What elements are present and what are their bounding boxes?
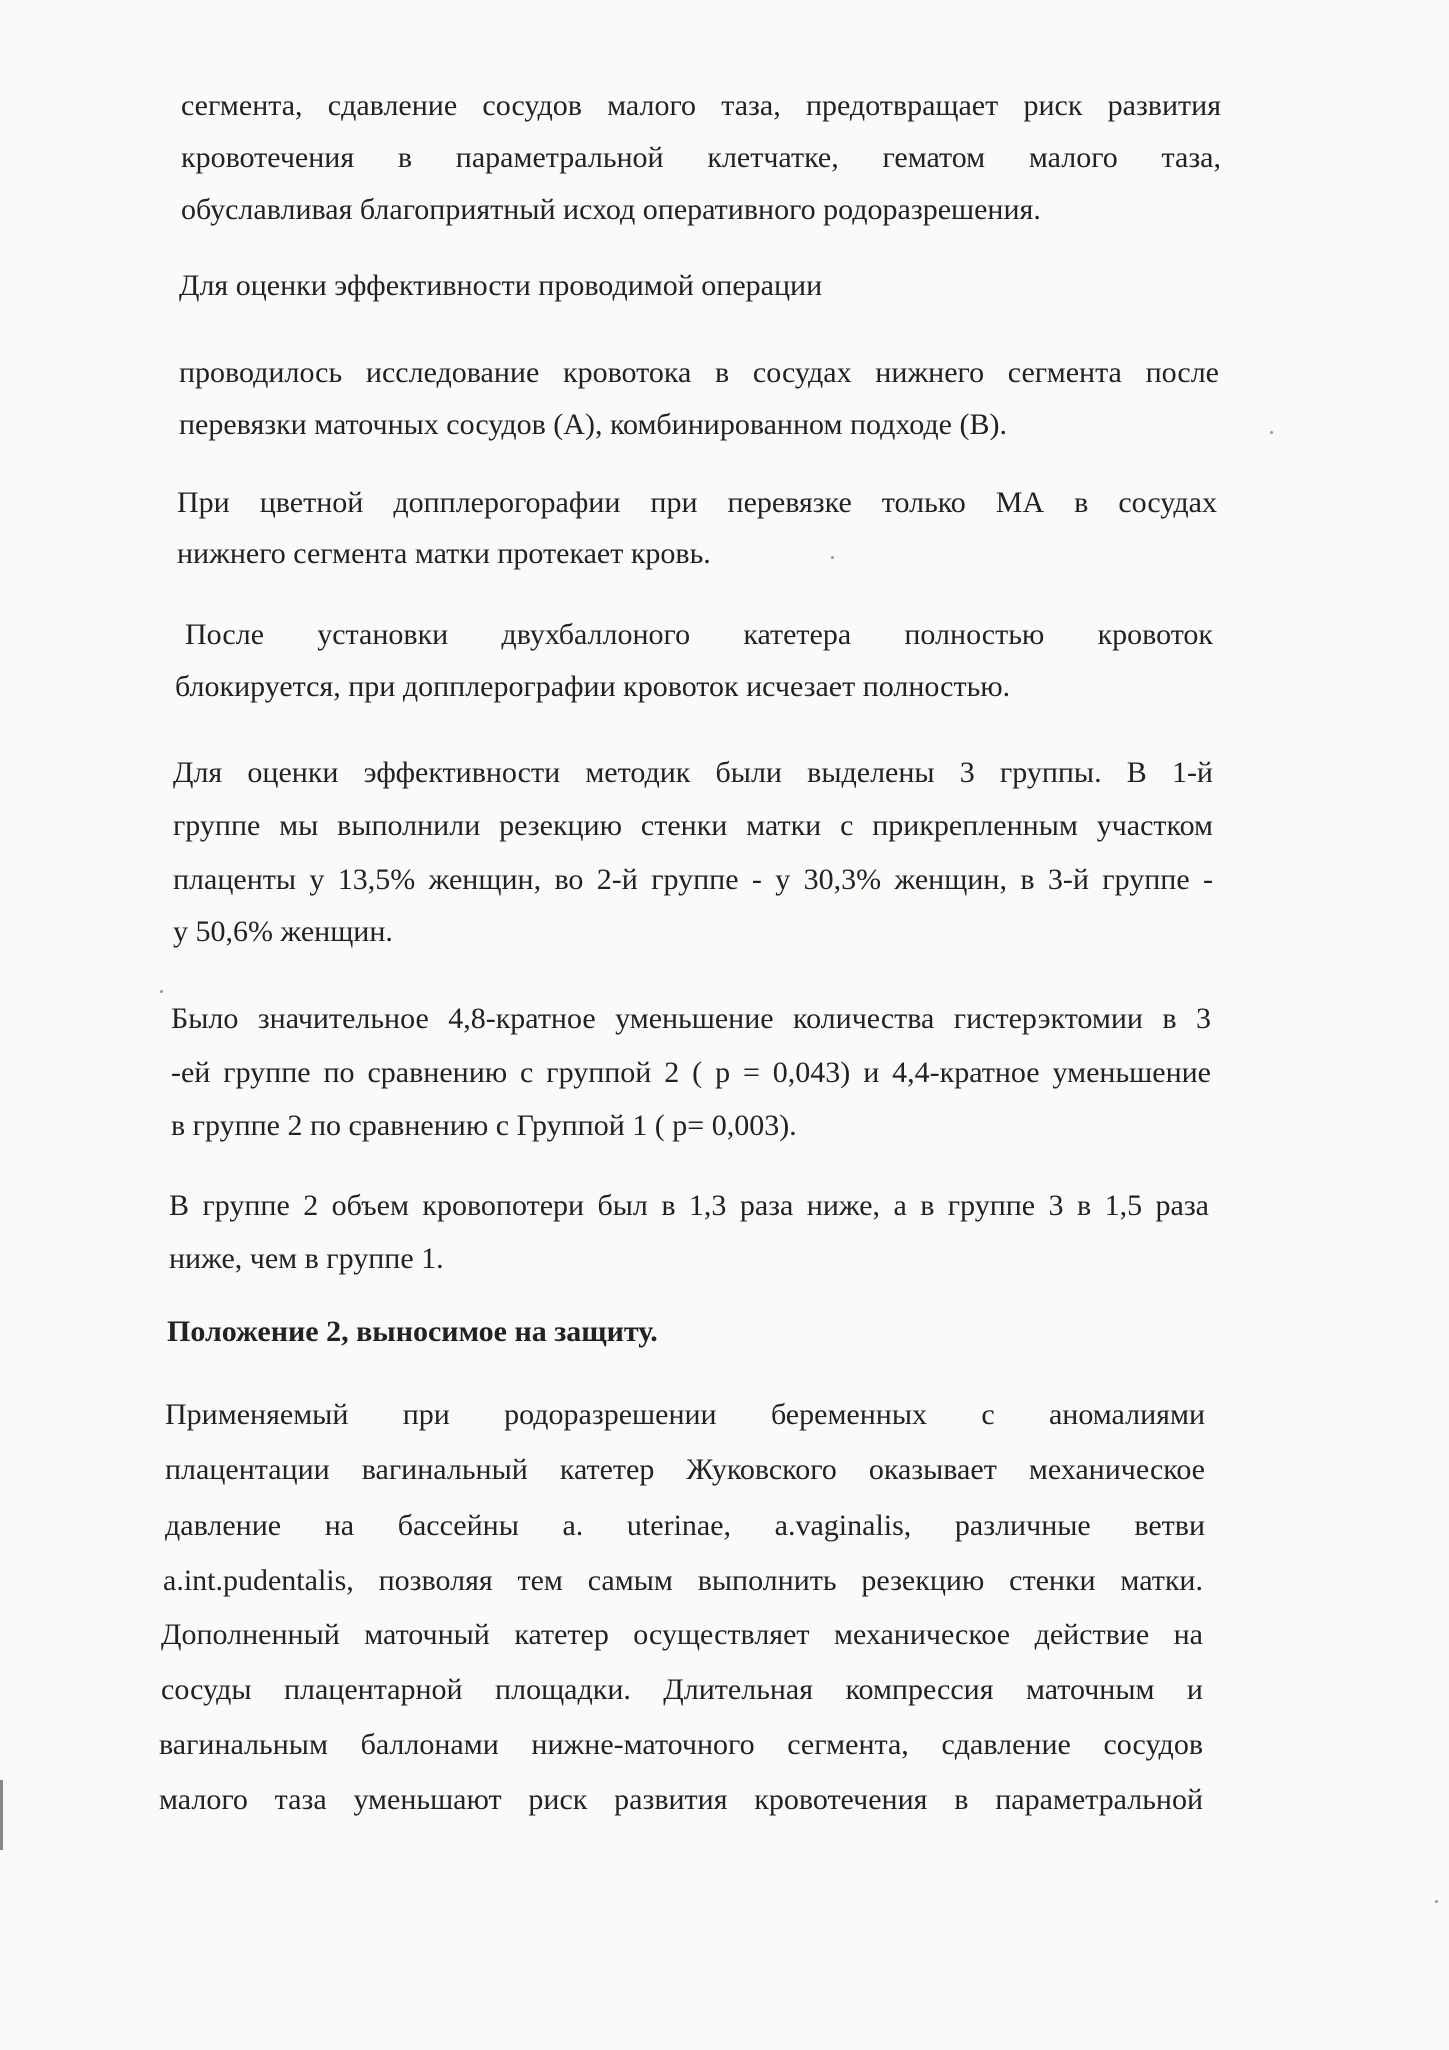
text-line: нижнего сегмента матки протекает кровь.	[177, 537, 711, 570]
section-heading: Положение 2, выносимое на защиту.	[167, 1315, 658, 1348]
text-line: ниже, чем в группе 1.	[169, 1242, 444, 1275]
text-line: После установки двухбаллоного катетера полностью кровоток	[185, 618, 1213, 651]
text-line: В группе 2 объем кровопотери был в 1,3 раза ниже, а в группе 3 в 1,5 раза	[169, 1189, 1209, 1222]
text-line: блокируется, при допплерографии кровоток исчезает полностью.	[175, 670, 1011, 703]
text-line: группе мы выполнили резекцию стенки матки с прикрепленным участком	[173, 809, 1213, 842]
text-line: -ей группе по сравнению с группой 2 ( p = 0,043) и 4,4-кратное уменьшение	[171, 1056, 1211, 1089]
text-line: Было значительное 4,8-кратное уменьшение количества гистерэктомии в 3	[171, 1002, 1211, 1035]
text-line: у 50,6% женщин.	[173, 915, 393, 948]
text-line: Для оценки эффективности методик были выделены 3 группы. В 1-й	[173, 756, 1213, 789]
text-line: При цветной допплерогорафии при перевязке только МА в сосудах	[177, 486, 1217, 519]
text-line: кровотечения в параметральной клетчатке, гематом малого таза,	[181, 141, 1221, 174]
text-line: давление на бассейны a. uterinae, a.vaginalis, различные ветви	[165, 1509, 1205, 1542]
text-line: a.int.pudentalis, позволяя тем самым выполнить резекцию стенки матки.	[163, 1564, 1203, 1597]
scan-speck	[1435, 1900, 1438, 1903]
text-line: обуславливая благоприятный исход оперативного родоразрешения.	[181, 193, 1041, 226]
text-line: в группе 2 по сравнению с Группой 1 ( p= 0,003).	[171, 1109, 797, 1142]
scan-edge-mark	[0, 1780, 3, 1850]
scan-speck	[831, 556, 834, 559]
text-line: вагинальным баллонами нижне-маточного сегмента, сдавление сосудов	[159, 1728, 1203, 1761]
text-line: малого таза уменьшают риск развития кровотечения в параметральной	[159, 1783, 1203, 1816]
text-line: плацентации вагинальный катетер Жуковского оказывает механическое	[165, 1453, 1205, 1486]
text-line: плаценты у 13,5% женщин, во 2-й группе - у 30,3% женщин, в 3-й группе -	[173, 863, 1213, 896]
text-line: сосуды плацентарной площадки. Длительная компрессия маточным и	[161, 1673, 1203, 1706]
scan-speck	[1270, 431, 1273, 434]
text-line: перевязки маточных сосудов (А), комбинированном подходе (В).	[179, 408, 1007, 441]
text-line: Для оценки эффективности проводимой операции	[179, 269, 823, 302]
text-line: Применяемый при родоразрешении беременных с аномалиями	[165, 1398, 1205, 1431]
text-line: сегмента, сдавление сосудов малого таза, предотвращает риск развития	[181, 89, 1221, 122]
text-line: Дополненный маточный катетер осуществляет механическое действие на	[161, 1618, 1203, 1651]
scan-speck	[160, 990, 163, 993]
text-line: проводилось исследование кровотока в сосудах нижнего сегмента после	[179, 356, 1219, 389]
